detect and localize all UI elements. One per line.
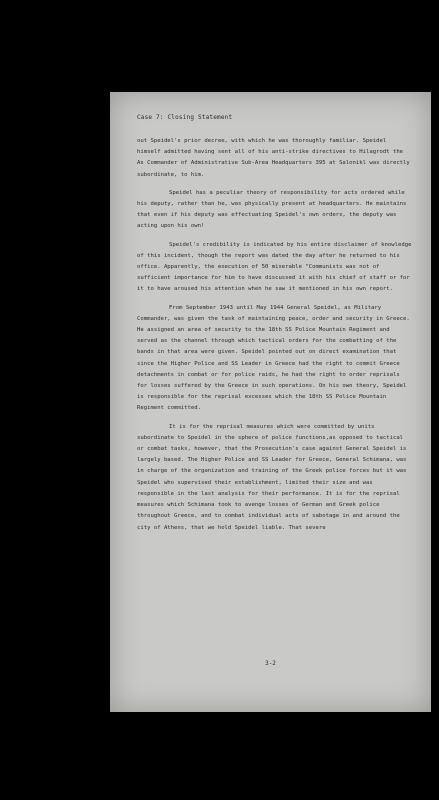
paragraph: out Speidel's prior decree, with which he was thoroughly familiar. Speidel himself admitted having sent all of his anti-strike directives to Hilagrodt the As Commander of Administrative Sub-Area Headquarters 395 at Salonikl was directly subordinate, to him.	[137, 138, 414, 178]
paragraph: Speidel's credibility is indicated by his entire disclaimer of knowledge of this incident, though the report was dated the day after he returned to his office. Apparently, the execution of 50 miserable "Communists was not of sufficient importance for him to have discussed it with his chief of staff or for it to have aroused his attention when he saw it mentioned in his own report.	[137, 241, 415, 293]
document-body	[137, 136, 413, 541]
document-page	[110, 92, 431, 712]
paragraph: Speidel has a peculiar theory of responsibility for acts ordered while his deputy, rather than he, was physically present at headquarters. He maintains that even if his deputy was effectuating Speidel's own orders, the deputy was acting upon his own!	[137, 189, 410, 230]
page-number: 3-2	[265, 660, 276, 667]
paragraph: From September 1943 until May 1944 General Speidel, as Military Commander, was given the task of maintaining peace, order and security in Greece. He assigned an area of security to the 18th SS Police Mountain Regiment and served as the channel through which tactical orders for the combatting of the bands in that area were given. Speidel pointed out on direct examination that since the Higher Police and SS Leader in Greece had the right to commit Greece detachments in combat or for police raids, he had the right to order reprisals for losses suffered by the Greece in such operations. On his own theory, Speidel is responsible for the reprisal excesses which the 18th SS Police Mountain Regiment committed.	[137, 304, 414, 412]
page-header: Case 7: Closing Statement	[137, 114, 233, 121]
paragraph: It is for the reprisal measures which were committed by units subordinate to Speidel in the sphere of police functions,as opposed to tactical or combat tasks, however, that the Prosecution's case against General Speidel is largely based. The Higher Police and SS Leader for Greece, General Schimana, was in charge of the organization and training of the Greek police forces but it was Speidel who supervised their establishment, limited their size and was responsible in the last analysis for their performance. It is for the reprisal measures which Schimana took to avenge losses of German and Greek police throughout Greece, and to combat individual acts of sabotage in and around the city of Athens, that we hold Speidel liable. That severe	[137, 423, 410, 531]
